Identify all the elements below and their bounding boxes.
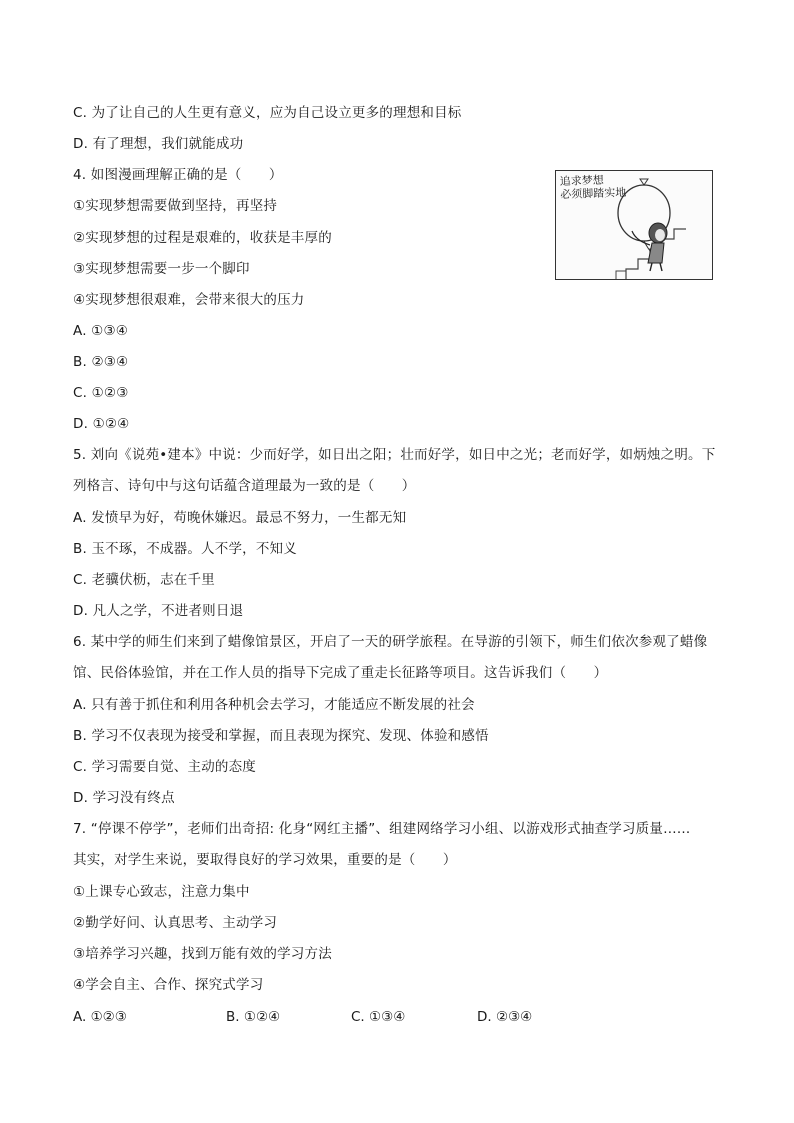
q4-option-b: B. ②③④ xyxy=(73,354,129,370)
q3-option-c: C. 为了让自己的人生更有意义，应为自己设立更多的理想和目标 xyxy=(73,105,462,121)
comic-image xyxy=(555,170,713,280)
q6-option-b: B. 学习不仅表现为接受和掌握，而且表现为探究、发现、体验和感悟 xyxy=(73,728,489,744)
q4-option-d: D. ①②④ xyxy=(73,416,130,432)
q7-option-d: D. ②③④ xyxy=(477,1009,533,1025)
q7-option-b: B. ①②④ xyxy=(226,1009,281,1025)
q4-stem: 4. 如图漫画理解正确的是（ ） xyxy=(73,167,283,183)
q4-statement-1: ①实现梦想需要做到坚持，再坚持 xyxy=(73,198,278,214)
q7-stem-line-2: 其实，对学生来说，要取得良好的学习效果，重要的是（ ） xyxy=(73,852,457,868)
q4-option-c: C. ①②③ xyxy=(73,385,129,401)
q5-option-a: A. 发愤早为好，苟晚休嫌迟。最忌不努力，一生都无知 xyxy=(73,510,407,526)
q6-stem-line-2: 馆、民俗体验馆，并在工作人员的指导下完成了重走长征路等项目。这告诉我们（ ） xyxy=(73,665,608,681)
q4-statement-2: ②实现梦想的过程是艰难的，收获是丰厚的 xyxy=(73,230,332,246)
q7-statement-2: ②勤学好问、认真思考、主动学习 xyxy=(73,915,278,931)
q5-stem-line-1: 5. 刘向《说苑•建本》中说：少而好学，如日出之阳；壮而好学，如日中之光；老而好学，如炳烛之明。下 xyxy=(73,447,716,463)
q6-option-d: D. 学习没有终点 xyxy=(73,790,175,806)
q4-statement-4: ④实现梦想很艰难，会带来很大的压力 xyxy=(73,292,305,308)
q4-statement-3: ③实现梦想需要一步一个脚印 xyxy=(73,261,250,277)
q7-options-row xyxy=(73,1008,733,1026)
q7-statement-3: ③培养学习兴趣，找到万能有效的学习方法 xyxy=(73,946,332,962)
q6-option-a: A. 只有善于抓住和利用各种机会去学习，才能适应不断发展的社会 xyxy=(73,697,475,713)
q5-option-d: D. 凡人之学，不进者则日退 xyxy=(73,603,244,619)
q5-option-b: B. 玉不琢，不成器。人不学，不知义 xyxy=(73,541,297,557)
q7-statement-1: ①上课专心致志，注意力集中 xyxy=(73,884,250,900)
q7-statement-4: ④学会自主、合作、探究式学习 xyxy=(73,977,264,993)
q7-option-c: C. ①③④ xyxy=(351,1009,406,1025)
comic-caption: 追求梦想 必须脚踏实地 xyxy=(559,173,627,202)
q7-stem-line-1: 7. “停课不停学”，老师们出奇招: 化身“网红主播”、组建网络学习小组、以游戏形式抽查学习质量…… xyxy=(73,821,691,837)
q6-option-c: C. 学习需要自觉、主动的态度 xyxy=(73,759,257,775)
q5-stem-line-2: 列格言、诗句中与这句话蕴含道理最为一致的是（ ） xyxy=(73,478,416,494)
q4-option-a: A. ①③④ xyxy=(73,323,129,339)
q3-option-d: D. 有了理想，我们就能成功 xyxy=(73,136,244,152)
q5-option-c: C. 老骥伏枥，志在千里 xyxy=(73,572,215,588)
q7-option-a: A. ①②③ xyxy=(73,1009,127,1025)
q6-stem-line-1: 6. 某中学的师生们来到了蜡像馆景区，开启了一天的研学旅程。在导游的引领下，师生们依次参观了蜡像 xyxy=(73,634,708,650)
